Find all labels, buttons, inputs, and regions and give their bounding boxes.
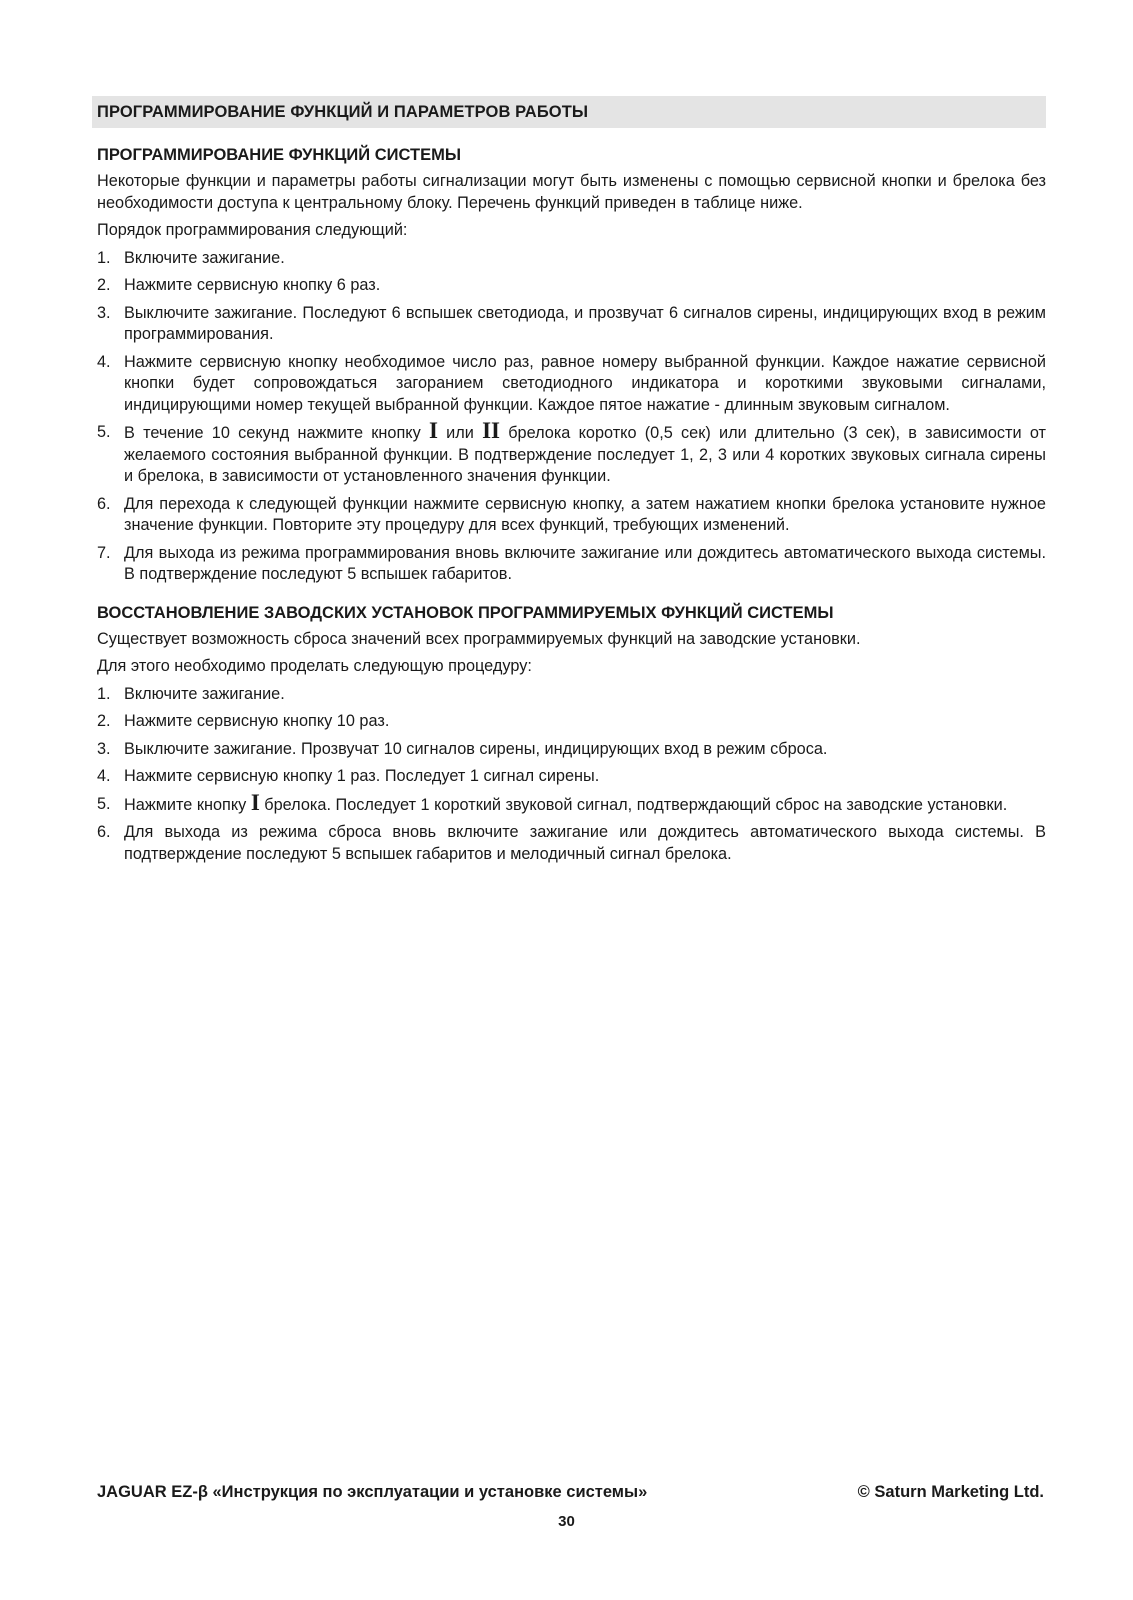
step-text: брелока. Последует 1 короткий звуковой сигнал, подтверждающий сброс на заводские установки.	[259, 795, 1008, 814]
step-number: 1.	[97, 248, 111, 267]
list-item	[97, 684, 1046, 706]
step-number: 4.	[97, 767, 111, 785]
list-item	[97, 352, 1046, 417]
fob-button-two-glyph: II	[482, 418, 500, 443]
step-number: 5.	[97, 423, 111, 441]
step-text: Нажмите сервисную кнопку 10 раз.	[124, 712, 390, 730]
document-page	[92, 96, 1046, 871]
step-text: Нажмите кнопку	[124, 795, 251, 814]
step-number: 3.	[97, 303, 111, 322]
step-number: 3.	[97, 739, 111, 758]
footer-document-title: JAGUAR EZ-β «Инструкция по эксплуатации и установке системы»	[97, 1483, 648, 1501]
step-text: Нажмите сервисную кнопку 1 раз. Последует 1 сигнал сирены.	[124, 767, 600, 785]
list-item	[97, 711, 1046, 733]
step-number: 2.	[97, 712, 111, 730]
page-number: 30	[558, 1513, 575, 1530]
list-item	[97, 248, 1046, 270]
list-item	[97, 303, 1046, 346]
step-number: 4.	[97, 352, 111, 371]
reset-heading: ВОССТАНОВЛЕНИЕ ЗАВОДСКИХ УСТАНОВОК ПРОГРАММИРУЕМЫХ ФУНКЦИЙ СИСТЕМЫ	[97, 603, 834, 622]
step-text: Для выхода из режима программирования вновь включите зажигание или дождитесь автоматического выхода системы. В подтверждение последуют 5 вспышек габаритов.	[124, 543, 1046, 583]
reset-intro: Существует возможность сброса значений всех программируемых функций на заводские установки.	[97, 629, 861, 648]
step-number: 2.	[97, 276, 111, 294]
step-text: В течение 10 секунд нажмите кнопку	[124, 424, 429, 442]
step-text: Выключите зажигание. Прозвучат 10 сигналов сирены, индицирующих вход в режим сброса.	[124, 739, 828, 758]
step-text: брелока коротко (0,5 сек) или длительно (3 сек), в зависимости от желаемого состояния выбранной функции. В подтверждение последует 1, 2, 3 или 4 коротких звуковых сигнала сирены и брелока, в зависимости от установленного значения функции.	[124, 424, 1046, 485]
step-text: Выключите зажигание. Последуют 6 вспышек светодиода, и прозвучат 6 сигналов сирены, индицирующих вход в режим программирования.	[124, 303, 1046, 343]
reset-steps-list	[97, 684, 1046, 866]
step-text: Включите зажигание.	[124, 684, 285, 703]
list-item	[97, 822, 1046, 865]
fob-button-one-glyph: I	[428, 418, 438, 443]
step-text: Для выхода из режима сброса вновь включите зажигание или дождитесь автоматического выхода системы. В подтверждение последуют 5 вспышек габаритов и мелодичный сигнал брелока.	[124, 823, 1046, 863]
programming-steps-list	[97, 248, 1046, 586]
list-item	[97, 275, 1046, 297]
step-number: 6.	[97, 494, 111, 513]
step-text: Для перехода к следующей функции нажмите сервисную кнопку, а затем нажатием кнопки брелока установите нужное значение функции. Повторите эту процедуру для всех функций, требующих изменений.	[124, 494, 1046, 534]
programming-order: Порядок программирования следующий:	[97, 221, 408, 239]
step-text: Включите зажигание.	[124, 248, 285, 267]
section-title-bar: ПРОГРАММИРОВАНИЕ ФУНКЦИЙ И ПАРАМЕТРОВ РАБОТЫ	[92, 96, 1046, 128]
programming-intro: Некоторые функции и параметры работы сигнализации могут быть изменены с помощью сервисной кнопки и брелока без необходимости доступа к центральному блоку. Перечень функций приведен в таблице ниже.	[97, 172, 1046, 212]
programming-heading: ПРОГРАММИРОВАНИЕ ФУНКЦИЙ СИСТЕМЫ	[97, 146, 461, 164]
step-number: 7.	[97, 543, 111, 562]
step-number: 5.	[97, 794, 111, 813]
list-item	[97, 543, 1046, 586]
list-item	[97, 418, 1046, 488]
step-text: Нажмите сервисную кнопку необходимое число раз, равное номеру выбранной функции. Каждое нажатие сервисной кнопки будет сопровождаться загоранием светодиодного индикатора и короткими звуковыми сигналами, индицирующими номер текущей выбранной функции. Каждое пятое нажатие - длинным звуковым сигналом.	[124, 352, 1046, 414]
step-text: Нажмите сервисную кнопку 6 раз.	[124, 276, 381, 294]
reset-order: Для этого необходимо проделать следующую процедуру:	[97, 657, 532, 675]
step-number: 1.	[97, 684, 111, 703]
fob-button-one-glyph: I	[250, 789, 260, 815]
list-item	[97, 739, 1046, 761]
step-number: 6.	[97, 823, 111, 841]
footer-copyright: © Saturn Marketing Ltd.	[857, 1483, 1044, 1501]
list-item	[97, 494, 1046, 537]
step-text: или	[437, 424, 483, 442]
list-item	[97, 766, 1046, 788]
list-item	[97, 789, 1046, 817]
